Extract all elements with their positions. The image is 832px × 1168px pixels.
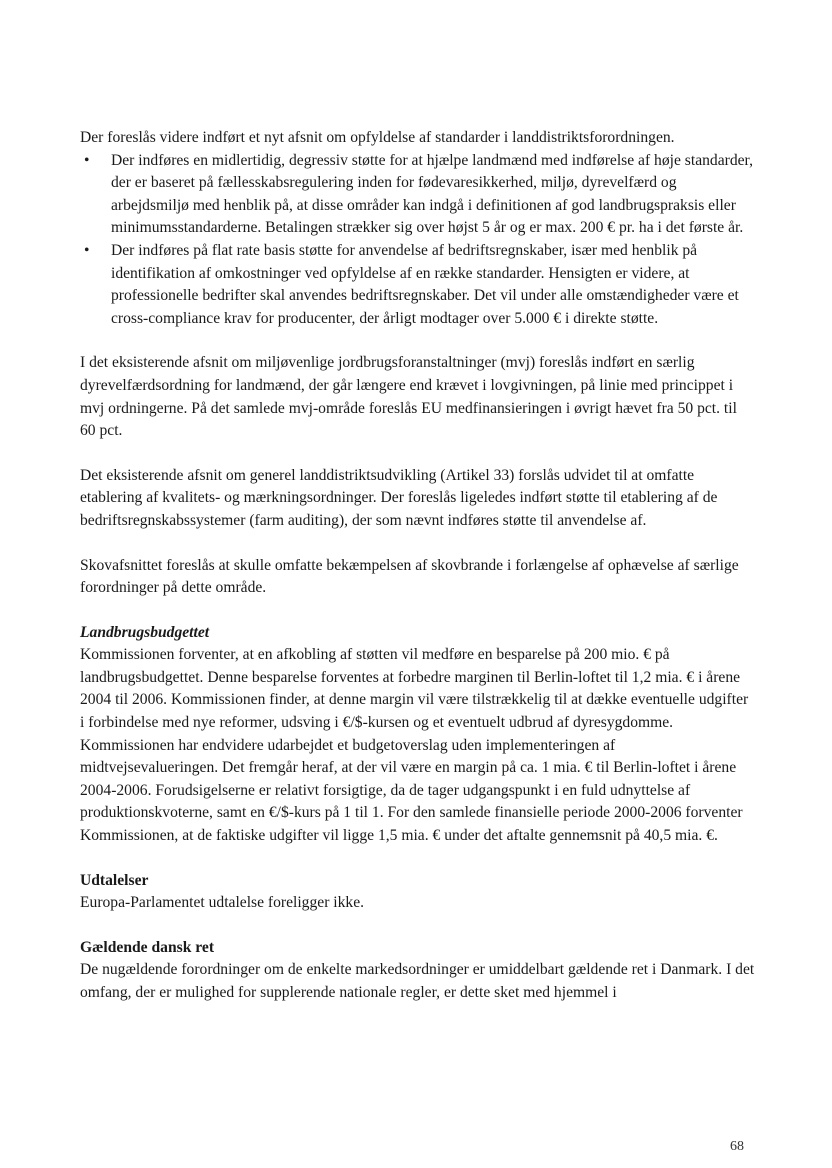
bullet-item-farm-accounts xyxy=(80,240,756,330)
bullet-text: Der indføres en midlertidig, degressiv støtte for at hjælpe landmænd med indførelse af høje standarder, der er baseret på fællesskabsregulering inden for fødevaresikkerhed, miljø, dyrevelfærd og arbejdsmiljø med henblik på, at disse områder kan indgå i definitionen af god landbrugspraksis eller minimumsstandarderne. Betalingen strækker sig over højst 5 år og er max. 200 € pr. ha i det første år. xyxy=(111,151,754,237)
article33-paragraph: Det eksisterende afsnit om generel landdistriktsudvikling (Artikel 33) forslås udvidet til at omfatte etablering af kvalitets- og mærkningsordninger. Der foreslås ligeledes indført støtte til etablering af de bedriftsregnskabssystemer (farm auditing), der som nævnt indføres støtte til anvendelse af. xyxy=(80,466,718,529)
statements-paragraph: Europa-Parlamentet udtalelse foreligger ikke. xyxy=(80,894,365,912)
bullet-list xyxy=(80,150,756,331)
budget-paragraph: Kommissionen forventer, at en afkobling af støtten vil medføre en besparelse på 200 mio. € på landbrugsbudgettet. Denne besparelse forventes at forbedre marginen til Berlin-loftet til 1,2 mia. € i årene 2004 til 2006. Kommissionen finder, at denne margin vil være tilstrækkelig til at dække eventuelle udgifter i forbindelse med nye reformer, udsving i €/$-kursen og et eventuelt udbrud af dyresygdomme. Kommissionen har endvidere udarbejdet et budgetoverslag uden implementeringen af midtvejsevalueringen. Det fremgår heraf, at der vil være en margin på ca. 1 mia. € til Berlin-loftet i årene 2004-2006. Forudsigelserne er relativt forsigtige, da de tager udgangspunkt i en fuld udnyttelse af produktionskvoterne, samt en €/$-kurs på 1 til 1. For den samlede finansielle periode 2000-2006 forventer Kommissionen, at de faktiske udgifter vil ligge 1,5 mia. € under det aftalte gennemsnit på 40,5 mia. €. xyxy=(80,646,749,845)
section-heading-statements: Udtalelser xyxy=(80,871,149,889)
bullet-icon: • xyxy=(84,151,90,169)
danish-law-paragraph: De nugældende forordninger om de enkelte markedsordninger er umiddelbart gældende ret i Danmark. I det omfang, der er mulighed for supplerende nationale regler, er dette sket med hjemmel i xyxy=(80,961,755,1001)
document-page xyxy=(80,127,756,1005)
intro-paragraph: Der foreslås videre indført et nyt afsnit om opfyldelse af standarder i landdistriktsforordningen. xyxy=(80,129,675,146)
section-heading-budget: Landbrugsbudgettet xyxy=(80,623,210,641)
mvj-paragraph: I det eksisterende afsnit om miljøvenlige jordbrugsforanstaltninger (mvj) foreslås indført en særlig dyrevelfærdsordning for landmænd, der går længere end krævet i lovgivningen, på linie med princippet i mvj ordningerne. På det samlede mvj-område foreslås EU medfinansieringen i øvrigt hævet fra 50 pct. til 60 pct. xyxy=(80,354,737,440)
forestry-paragraph: Skovafsnittet foreslås at skulle omfatte bekæmpelsen af skovbrande i forlængelse af ophævelse af særlige forordninger på dette område. xyxy=(80,556,739,597)
bullet-icon: • xyxy=(84,241,90,259)
bullet-item-transitional-support xyxy=(80,150,756,240)
bullet-text: Der indføres på flat rate basis støtte for anvendelse af bedriftsregnskaber, især med henblik på identifikation af omkostninger ved opfyldelse af en række standarder. Hensigten er videre, at professionelle bedrifter skal anvendes bedriftsregnskaber. Det vil under alle omstændigheder være et cross-compliance krav for producenter, der årligt modtager over 5.000 € i direkte støtte. xyxy=(111,241,739,327)
page-number: 68 xyxy=(730,1139,744,1154)
section-heading-danish-law: Gældende dansk ret xyxy=(80,938,215,956)
